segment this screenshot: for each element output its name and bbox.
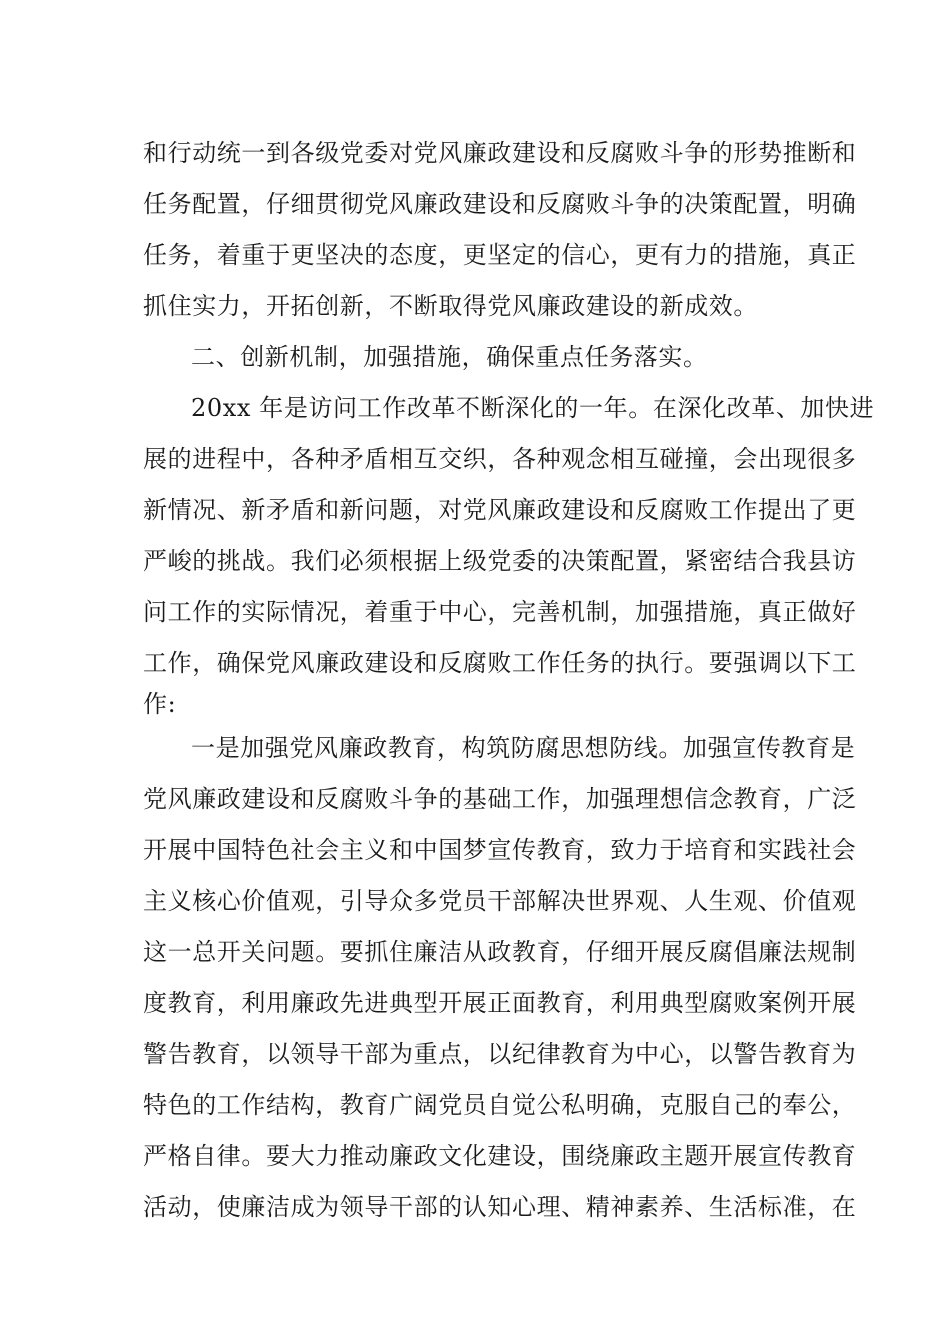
- body-text-line: 特色的工作结构，教育广阔党员自觉公私明确，克服自己的奉公，: [143, 1091, 857, 1119]
- body-text-line: 问工作的实际情况，着重于中心，完善机制，加强措施，真正做好: [143, 598, 857, 626]
- body-text-line: 党风廉政建设和反腐败斗争的基础工作，加强理想信念教育，广泛: [143, 785, 857, 813]
- body-text-line: 任务，着重于更坚决的态度，更坚定的信心，更有力的措施，真正: [143, 241, 857, 269]
- body-text-line: 抓住实力，开拓创新，不断取得党风廉政建设的新成效。: [143, 292, 758, 320]
- body-text-line: 严格自律。要大力推动廉政文化建设，围绕廉政主题开展宣传教育: [143, 1142, 857, 1170]
- body-text-line: 警告教育，以领导干部为重点，以纪律教育为中心，以警告教育为: [143, 1040, 857, 1068]
- body-text-line: 活动，使廉洁成为领导干部的认知心理、精神素养、生活标准，在: [143, 1193, 857, 1221]
- body-text-line: 这一总开关问题。要抓住廉洁从政教育，仔细开展反腐倡廉法规制: [143, 938, 857, 966]
- section-heading: 二、创新机制，加强措施，确保重点任务落实。: [191, 343, 708, 371]
- body-text-line: 度教育，利用廉政先进典型开展正面教育，利用典型腐败案例开展: [143, 989, 857, 1017]
- body-text-line: 和行动统一到各级党委对党风廉政建设和反腐败斗争的形势推断和: [143, 139, 857, 167]
- body-text-line: 新情况、新矛盾和新问题，对党风廉政建设和反腐败工作提出了更: [143, 496, 857, 524]
- body-text-line: 任务配置，仔细贯彻党风廉政建设和反腐败斗争的决策配置，明确: [143, 190, 857, 218]
- body-text-line: 主义核心价值观，引导众多党员干部解决世界观、人生观、价值观: [143, 887, 857, 915]
- body-text-line: 工作，确保党风廉政建设和反腐败工作任务的执行。要强调以下工: [143, 649, 857, 677]
- body-text-line: 开展中国特色社会主义和中国梦宣传教育，致力于培育和实践社会: [143, 836, 857, 864]
- body-text-line: 作:: [143, 690, 177, 718]
- body-text-line: 一是加强党风廉政教育，构筑防腐思想防线。加强宣传教育是: [191, 734, 856, 762]
- body-text-line: 严峻的挑战。我们必须根据上级党委的决策配置，紧密结合我县访: [143, 547, 857, 575]
- body-text-line: 展的进程中，各种矛盾相互交织，各种观念相互碰撞，会出现很多: [143, 445, 857, 473]
- body-text-line: 20xx 年是访问工作改革不断深化的一年。在深化改革、加快进: [191, 394, 875, 422]
